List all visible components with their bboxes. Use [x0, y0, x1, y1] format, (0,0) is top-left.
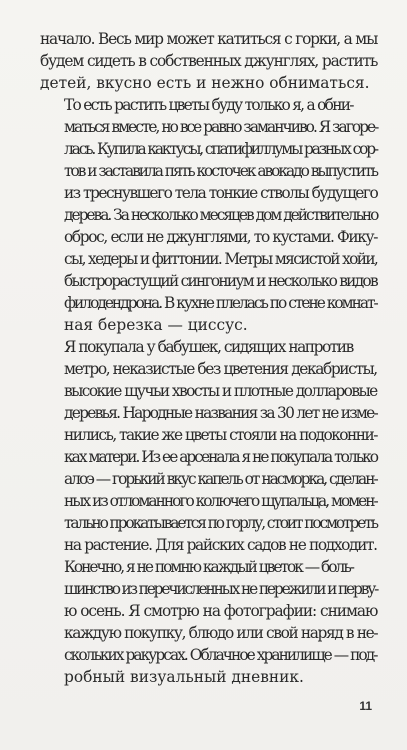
text-line: нились, такие же цветы стояли на подоконни- — [64, 426, 377, 444]
text-line: детей, вкусно есть и нежно обниматься. — [40, 74, 370, 92]
text-line: скольких ракурсах. Облачное хранилище — под- — [64, 646, 377, 664]
paragraph — [40, 556, 377, 688]
text-line: филодендрона. В кухне плелась по стене комнат- — [64, 294, 377, 312]
text-line: из треснувшего тела тонкие стволы будущего — [64, 184, 378, 202]
text-line: сы, хедеры и фиттонии. Метры мясистой хойи, — [64, 250, 378, 268]
text-line: ю осень. Я смотрю на фотографии: снимаю — [64, 602, 378, 620]
text-line: То есть растить цветы буду только я, а обни- — [64, 96, 353, 114]
text-line: начало. Весь мир может катиться с горки, а мы — [40, 30, 378, 48]
text-line: робный визуальный дневник. — [64, 668, 304, 686]
paragraph — [40, 28, 377, 94]
text-line: дерева. За несколько месяцев дом действительно — [64, 206, 378, 224]
text-line: ная березка — циссус. — [64, 316, 248, 334]
text-line: маться вместе, но все равно заманчиво. Я загоре- — [64, 118, 378, 136]
page-text — [40, 28, 377, 688]
text-line: на растение. Для райских садов не подходит. — [64, 536, 377, 554]
page-number: 11 — [359, 699, 372, 713]
text-line: каждую покупку, блюдо или свой наряд в не- — [64, 624, 378, 642]
text-line: быстрорастущий сингониум и несколько видов — [64, 272, 377, 290]
text-line: алоэ — горький вкус капель от насморка, сделан- — [64, 470, 377, 488]
text-line: будем сидеть в собственных джунглях, растить — [40, 52, 378, 70]
text-line: оброс, если не джунглями, то кустами. Фику- — [64, 228, 378, 246]
text-line: ных из отломанного колючего щупальца, момен- — [64, 492, 377, 510]
text-line: тально прокатывается по горлу, стоит посмотреть — [64, 514, 377, 532]
text-line: шинство из перечисленных не пережили и перву- — [64, 580, 378, 598]
text-line: тов и заставила пять косточек авокадо выпустить — [64, 162, 378, 180]
text-line: Конечно, я не помню каждый цветок — боль- — [64, 558, 353, 576]
text-line: метро, неказистые без цветения декабристы, — [64, 360, 377, 378]
paragraph — [40, 94, 377, 336]
text-line: Я покупала у бабушек, сидящих напротив — [64, 338, 353, 356]
text-line: лась. Купила кактусы, спатифиллумы разных сор- — [64, 140, 377, 158]
text-line: ках матери. Из ее арсенала я не покупала только — [64, 448, 378, 466]
text-line: высокие щучьи хвосты и плотные долларовые — [64, 382, 377, 400]
text-line: деревья. Народные названия за 30 лет не изме- — [64, 404, 377, 422]
paragraph — [40, 336, 377, 556]
